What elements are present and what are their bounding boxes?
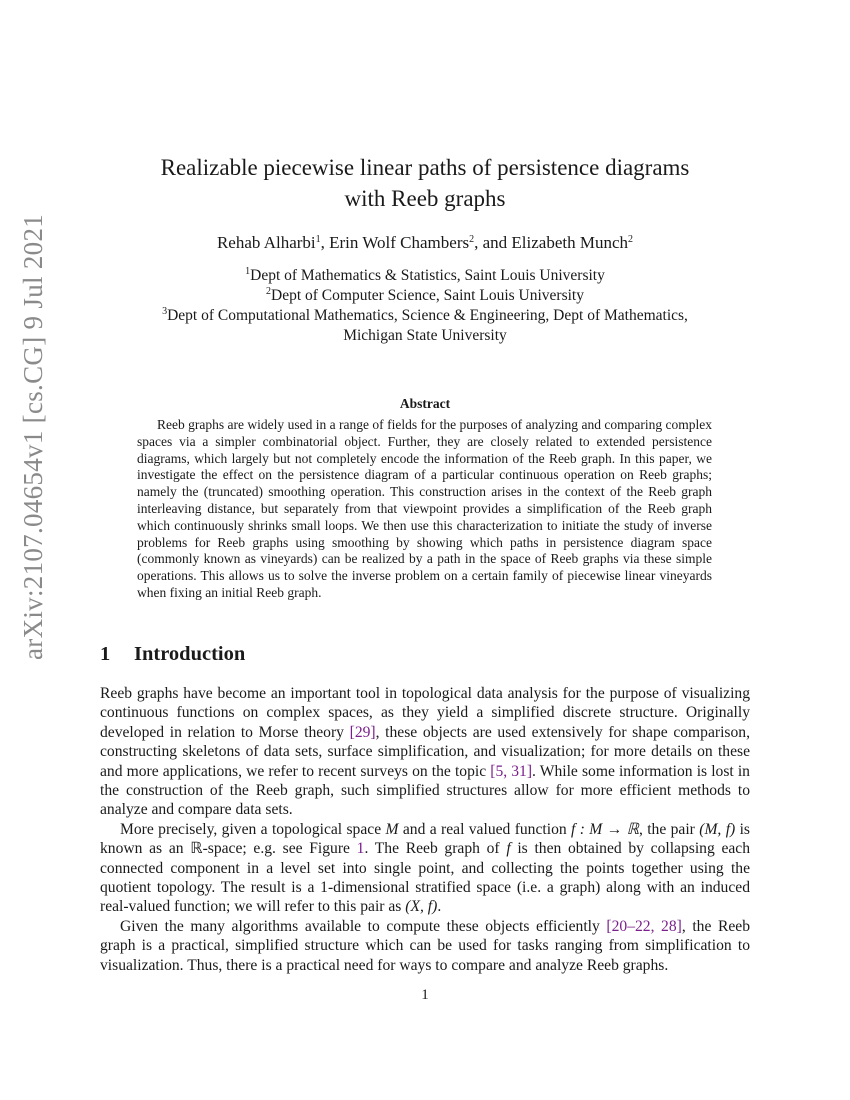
- affiliation-mark: 1: [245, 266, 251, 277]
- math-inline: (X, f): [405, 898, 438, 916]
- affiliation-2: [90, 286, 760, 306]
- paragraph: [100, 820, 750, 917]
- affiliation-mark: 2: [266, 286, 272, 297]
- math-inline: (M, f): [699, 820, 736, 838]
- paragraph-text: , the Reeb graph is a practical, simplified structure which can be used for tasks ranging from simplification to visualization. Thus, there is a practical need for ways to compare and analyze Reeb graphs.: [100, 917, 751, 974]
- author-affiliation-mark: 2: [628, 234, 634, 245]
- affiliation-list: [90, 266, 760, 346]
- paragraph-text: is known as an ℝ-space; e.g. see Figure: [100, 820, 751, 858]
- citation-link[interactable]: [29]: [349, 723, 376, 741]
- title-line-1: Realizable piecewise linear paths of persistence diagrams: [160, 155, 690, 180]
- paragraph-text: , the pair: [638, 820, 700, 838]
- citation-link[interactable]: [20–22, 28]: [606, 917, 682, 935]
- title-line-2: with Reeb graphs: [344, 186, 506, 211]
- math-inline: M: [385, 820, 399, 838]
- paragraph: [100, 917, 750, 975]
- paragraph-text: , these objects are used extensively for shape comparison, constructing skeletons of data sets, surface simplification, and visualization; for more details on these and more applications, we refer to recent surveys on the topic: [100, 723, 750, 780]
- paper-title: [100, 152, 750, 214]
- affiliation-text: Dept of Computer Science, Saint Louis University: [271, 287, 584, 304]
- author-affiliation-mark: 1: [315, 234, 321, 245]
- affiliation-text: Dept of Mathematics & Statistics, Saint Louis University: [250, 267, 605, 284]
- author-name: Elizabeth Munch: [511, 233, 629, 252]
- paragraph: [100, 684, 750, 820]
- section-title: Introduction: [134, 643, 246, 665]
- author-list: [100, 232, 750, 254]
- section-heading: [100, 643, 245, 666]
- author-name: Erin Wolf Chambers: [329, 233, 470, 252]
- author-name: Rehab Alharbi: [216, 233, 316, 252]
- affiliation-3-continued: Michigan State University: [343, 327, 507, 344]
- paragraph-text: . The Reeb graph of: [364, 840, 507, 858]
- affiliation-3: [90, 306, 760, 326]
- affiliation-1: [90, 266, 760, 286]
- page-number: 1: [421, 987, 429, 1003]
- math-inline: f : M → ℝ: [571, 820, 639, 838]
- abstract-body: Reeb graphs are widely used in a range of fields for the purposes of analyzing and comparing complex spaces via a simpler combinatorial object. Further, they are closely related to extended persistence diagrams, which largely but not completely encode the information of the Reeb graph. In this paper, we investigate the effect on the persistence diagram of a particular continuous operation on Reeb graphs; namely the (truncated) smoothing operation. This construction arises in the context of the Reeb graph interleaving distance, but separately from that viewpoint provides a simplification of the Reeb graph which continuously shrinks small loops. We then use this characterization to initiate the study of inverse problems for Reeb graphs using smoothing by showing which paths in persistence diagram space (commonly known as vineyards) can be realized by a path in the space of Reeb graphs via these simple operations. This allows us to solve the inverse problem on a certain family of piecewise linear vineyards when fixing an initial Reeb graph.: [137, 417, 712, 600]
- author-separator: , and: [474, 233, 512, 252]
- paragraph-text: Reeb graphs have become an important tool in topological data analysis for the purpose of visualizing continuous functions on complex spaces, as they yield a simplified discrete structure. Originally developed in relation to Morse theory: [100, 685, 750, 741]
- abstract-heading: Abstract: [399, 396, 451, 411]
- paragraph-text: Given the many algorithms available to compute these objects efficiently: [120, 917, 607, 935]
- arxiv-identifier[interactable]: arXiv:2107.04654v1 [cs.CG] 9 Jul 2021: [18, 213, 48, 660]
- paragraph-text: More precisely, given a topological space: [120, 820, 386, 838]
- author-affiliation-mark: 2: [469, 234, 475, 245]
- figure-reference-link[interactable]: 1: [356, 840, 365, 858]
- affiliation-text: Dept of Computational Mathematics, Science & Engineering, Dept of Mathematics,: [167, 307, 688, 324]
- paragraph-text: is then obtained by collapsing each connected component in a level set into single point, and collecting the points together using the quotient topology. The result is a 1-dimensional stratified space (i.e. a graph) along with an induced real-valued function; we will refer to this pair as: [100, 840, 751, 916]
- paragraph-text: and a real valued function: [398, 820, 572, 838]
- citation-link[interactable]: [5, 31]: [490, 762, 533, 780]
- author-separator: ,: [320, 233, 330, 252]
- section-number: 1: [100, 643, 111, 665]
- math-inline: f: [506, 840, 511, 858]
- paragraph-text: . While some information is lost in the construction of the Reeb graph, such simplified structures allow for more efficient methods to analyze and compare data sets.: [100, 762, 750, 819]
- affiliation-mark: 3: [162, 306, 168, 317]
- paragraph-text: .: [437, 898, 442, 916]
- introduction-body: [100, 684, 750, 975]
